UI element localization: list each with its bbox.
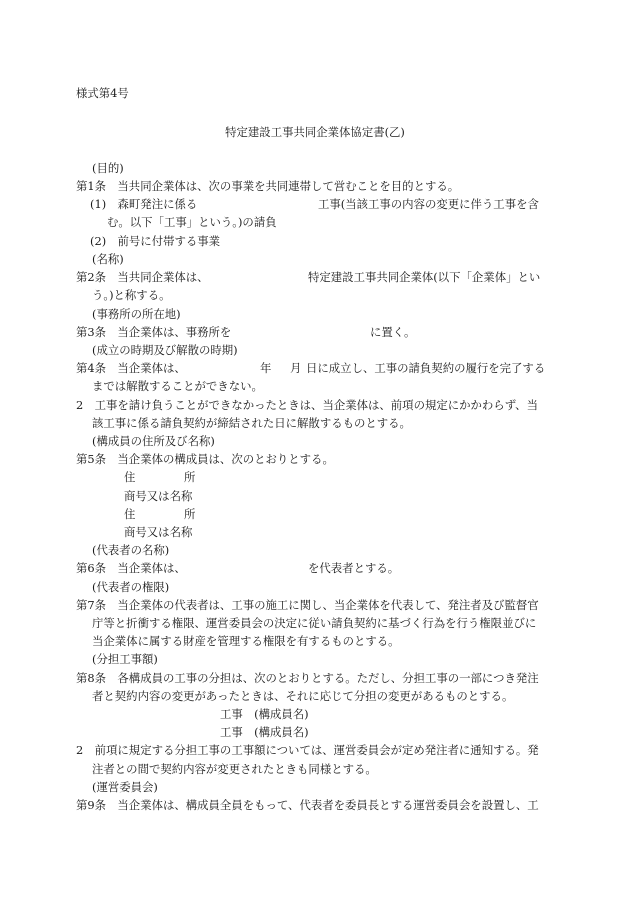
article-text: 者と契約内容の変更があったときは、それに応じて分担の変更があるものとする。 [92,689,514,703]
article-text: う。)と称する。 [92,288,171,302]
article-text: 該工事に係る請負契約が締結された日に解散するものとする。 [92,416,411,430]
article-text: 第8条 各構成員の工事の分担は、次のとおりとする。ただし、分担工事の一部につき発注 [76,671,539,685]
article-heading: (事務所の所在地) [92,307,181,321]
form-number: 様式第4号 [76,86,129,100]
member-address-label: 住 [124,470,136,484]
article-text: 第3条 当企業体は、事務所を [76,325,232,339]
article-item: (2) 前号に付帯する事業 [90,234,221,248]
article-text: 注者との間で契約内容が変更されたときも同様とする。 [92,762,377,776]
article-heading: (名称) [92,252,124,266]
member-address-label: 所 [184,470,196,484]
member-name-label: 商号又は名称 [124,489,193,503]
article-text: までは解散することができない。 [92,379,263,393]
article-text: 特定建設工事共同企業体(以下「企業体」とい [308,270,541,284]
article-text: 第4条 当企業体は、 [76,361,186,375]
article-heading: (成立の時期及び解散の時期) [92,343,238,357]
article-heading: (構成員の住所及び名称) [92,434,215,448]
article-heading: (分担工事額) [92,652,158,666]
article-text: 2 工事を請け負うことができなかったときは、当企業体は、前項の規定にかかわらず、当 [76,398,538,412]
article-text: 第6条 当企業体は、 [76,561,186,575]
article-text: を代表者とする。 [308,561,400,575]
article-text: 日に成立し、工事の請負契約の履行を完了する [306,361,546,375]
article-text: 2 前項に規定する分担工事の工事額については、運営委員会が定め発注者に通知する。発 [76,743,539,757]
member-address-label: 住 [124,507,136,521]
article-heading: (代表者の権限) [92,580,170,594]
article-text: 第1条 当共同企業体は、次の事業を共同連帯して営むことを目的とする。 [76,179,460,193]
article-heading: (目的) [92,161,124,175]
work-share-line: 工事 (構成員名) [220,725,309,739]
article-text: 第2条 当共同企業体は、 [76,270,209,284]
article-text: 月 [290,361,302,375]
article-text: 庁等と折衝する権限、運営委員会の決定に従い請負契約に基づく行為を行う権限並びに [92,616,537,630]
article-text: む。以下「工事」という。)の請負 [107,215,277,229]
article-text: 工事(当該工事の内容の変更に伴う工事を含 [318,197,539,211]
article-text: 第5条 当企業体の構成員は、次のとおりとする。 [76,452,334,466]
article-text: に置く。 [370,325,416,339]
article-text: 第9条 当企業体は、構成員全員をもって、代表者を委員長とする運営委員会を設置し、工 [76,798,539,812]
article-text: 当企業体に属する財産を管理する権限を有するものとする。 [92,634,400,648]
article-heading: (代表者の名称) [92,543,170,557]
member-name-label: 商号又は名称 [124,525,193,539]
article-text: 第7条 当企業体の代表者は、工事の施工に関し、当企業体を代表して、発注者及び監督官 [76,598,539,612]
article-heading: (運営委員会) [92,780,158,794]
article-item: (1) 森町発注に係る [90,197,198,211]
document-title: 特定建設工事共同企業体協定書(乙) [225,125,405,139]
article-text: 年 [260,361,272,375]
member-address-label: 所 [184,507,196,521]
work-share-line: 工事 (構成員名) [220,707,309,721]
